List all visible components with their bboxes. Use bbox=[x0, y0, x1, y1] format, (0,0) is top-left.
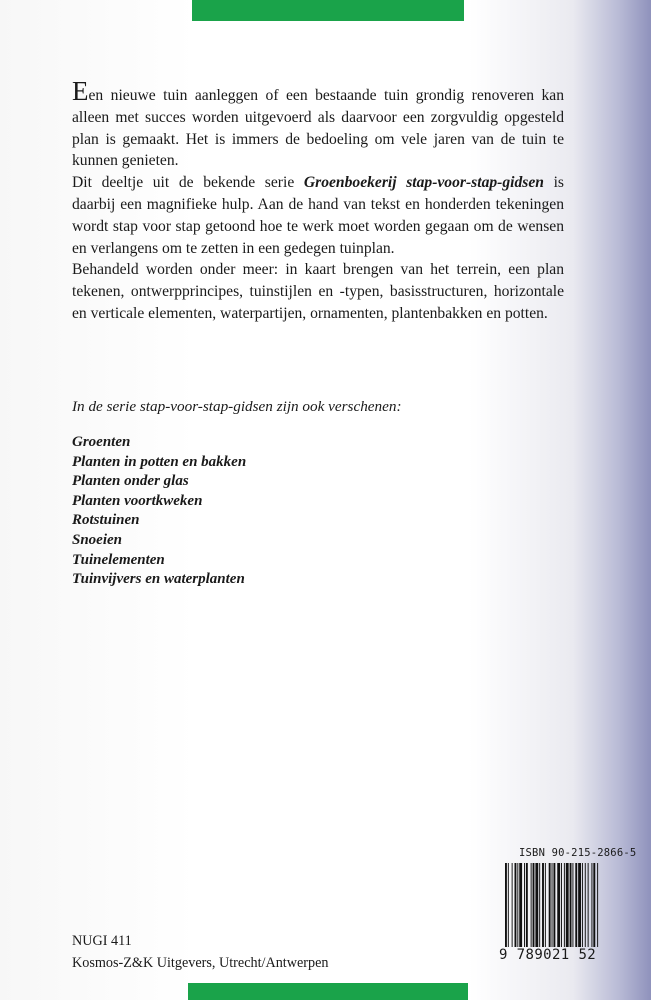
blurb-paragraph-1-text: en nieuwe tuin aanleggen of een bestaande tuin grondig renoveren kan alleen met succes worden uitgevoerd als daarvoor een zorgvuldig opgesteld plan is gemaakt. Het is immers de bedoeling om vele jaren van de tuin te kunnen genieten. bbox=[72, 87, 564, 170]
blurb-paragraph-2 bbox=[72, 172, 564, 259]
nugi-code: NUGI 411 bbox=[72, 933, 132, 949]
blurb-text bbox=[72, 76, 564, 325]
barcode-block bbox=[499, 847, 637, 972]
blurb-paragraph-2-before: Dit deeltje uit de bekende serie bbox=[72, 174, 304, 192]
series-title-item: Planten voortkweken bbox=[72, 492, 203, 509]
series-intro: In de serie stap-voor-stap-gidsen zijn ook verschenen: bbox=[72, 398, 402, 415]
series-title-item: Planten onder glas bbox=[72, 473, 189, 490]
series-title-item: Planten in potten en bakken bbox=[72, 453, 247, 470]
ean-number: 9 789021 52 bbox=[499, 947, 597, 963]
series-title-list bbox=[72, 433, 246, 590]
series-title-item: Snoeien bbox=[72, 531, 123, 548]
series-title-item: Tuinvijvers en waterplanten bbox=[72, 571, 245, 588]
publisher-line: Kosmos-Z&K Uitgevers, Utrecht/Antwerpen bbox=[72, 955, 329, 971]
blurb-paragraph-3: Behandeld worden onder meer: in kaart brengen van het terrein, een plan tekenen, ontwerpprincipes, tuinstijlen en -typen, basisstructuren, horizontale en verticale elementen, waterpartijen, ornamenten, plantenbakken en potten. bbox=[72, 261, 564, 322]
blurb-paragraph-2-after: is daarbij een magnifieke hulp. Aan de hand van tekst en honderden tekeningen wordt stap voor stap getoond hoe te werk moet worden gegaan om de wensen en verlangens om te zetten in een gedegen tuinplan. bbox=[72, 174, 564, 257]
barcode-image bbox=[505, 863, 627, 947]
series-title-item: Rotstuinen bbox=[72, 512, 140, 529]
drop-cap: E bbox=[72, 76, 89, 106]
green-top-bar bbox=[192, 0, 464, 21]
green-bottom-bar bbox=[188, 983, 468, 1000]
blurb-paragraph-1 bbox=[72, 76, 564, 172]
series-title-item: Groenten bbox=[72, 434, 131, 450]
series-title-item: Tuinelementen bbox=[72, 551, 165, 568]
isbn-label: ISBN 90-215-2866-5 bbox=[519, 847, 637, 859]
series-name: Groenboekerij stap-voor-stap-gidsen bbox=[303, 174, 544, 192]
